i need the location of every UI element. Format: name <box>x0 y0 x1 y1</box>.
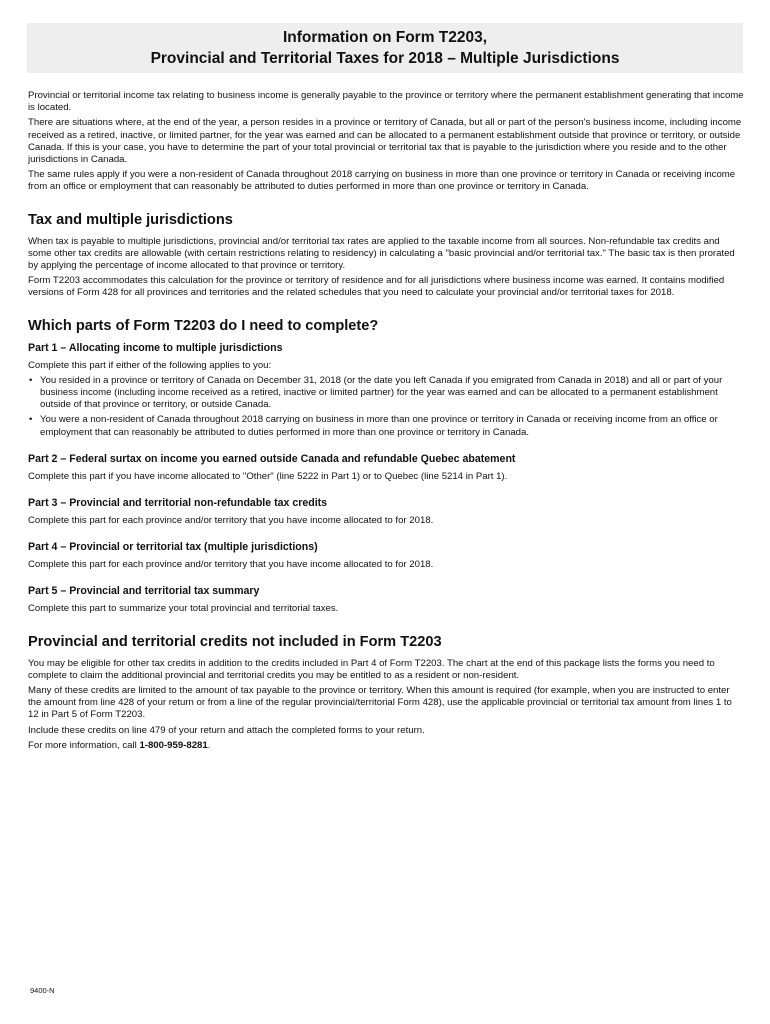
part-1-heading: Part 1 – Allocating income to multiple jurisdictions <box>28 341 283 354</box>
part-2-block <box>28 453 744 483</box>
intro-paragraph-1: Provincial or territorial income tax relating to business income is generally payable to the province or territory where the permanent establishment generating that income is located. <box>28 90 744 114</box>
more-information-line <box>28 740 744 752</box>
list-item <box>28 375 744 412</box>
credits-paragraph-3: Include these credits on line 479 of your return and attach the completed forms to your return. <box>28 724 425 736</box>
bullet-icon: • <box>29 374 33 386</box>
part-3-heading: Part 3 – Provincial and territorial non-refundable tax credits <box>28 497 328 510</box>
part-2-heading: Part 2 – Federal surtax on income you earned outside Canada and refundable Quebec abatement <box>28 452 516 465</box>
part-3-text: Complete this part for each province and/or territory that you have income allocated to for 2018. <box>28 515 434 527</box>
tax-paragraph-1: When tax is payable to multiple jurisdictions, provincial and/or territorial tax rates are applied to the taxable income from all sources. Non-refundable tax credits and some other tax credits are allowable (with certain restrictions relating to residency) in calculating a "basic provincial and/or territorial tax." The basic tax is then prorated by applying the percentage of income allocated to that province or territory. <box>28 235 735 272</box>
bullet-text: You resided in a province or territory of Canada on December 31, 2018 (or the date you left Canada if you emigrated from Canada in 2018) and all or part of your business income (including income received as a retired, inactive or limited partner) for the year was earned and can be allocated to a permanent establishment outside of that province or territory, or outside Canada. <box>40 374 723 411</box>
intro-paragraph-2: There are situations where, at the end of the year, a person resides in a province or territory of Canada, but all or part of the person's business income, including income received as a retired, inactive, or limited partner, for the year was earned and can be allocated to a permanent establishment outside that province or territory, or outside Canada. If this is your case, you have to determine the part of your total provincial or territorial tax that is payable to the jurisdiction where you reside and to the other jurisdictions in Canada. <box>28 117 742 166</box>
list-item <box>28 414 744 438</box>
part-1-text: Complete this part if either of the following applies to you: <box>28 359 272 371</box>
title-line-1: Information on Form T2203, <box>282 29 488 46</box>
document-body <box>28 90 744 755</box>
phone-number: 1-800-959-8281 <box>139 739 208 751</box>
part-4-block <box>28 541 744 571</box>
form-code: 9400-N <box>30 986 55 995</box>
part-4-text: Complete this part for each province and/or territory that you have income allocated to for 2018. <box>28 559 434 571</box>
bullet-icon: • <box>29 414 33 426</box>
credits-paragraph-1: You may be eligible for other tax credits in addition to the credits included in Part 4 of Form T2203. The chart at the end of this package lists the forms you need to complete to claim the additional provincial and territorial credits you may be entitled to as a resident or non-resident. <box>28 657 715 681</box>
title-line-2: Provincial and Territorial Taxes for 2018 – Multiple Jurisdictions <box>150 50 620 67</box>
part-1-bullet-list <box>28 375 744 439</box>
credits-paragraph-2: Many of these credits are limited to the amount of tax payable to the province or territory. When this amount is required (for example, when you are instructed to enter the amount from line 428 of your return or from a line of the regular provincial/territorial Form 428), use the applicable provincial or territorial tax amount from lines 1 to 12 in Part 5 of Form T2203. <box>28 685 732 721</box>
intro-paragraph-3: The same rules apply if you were a non-resident of Canada throughout 2018 carrying on business in more than one province or territory in Canada or receiving income from an office or employment that can reasonably be attributed to duties performed in more than one province or territory in Canada. <box>28 169 736 193</box>
tax-paragraph-2: Form T2203 accommodates this calculation for the province or territory of residence and for all jurisdictions where business income was earned. It contains modified versions of Form 428 for all provinces and territories and the related schedules that you need to calculate your provincial and/or territorial taxes for 2018. <box>28 275 725 299</box>
part-2-text: Complete this part if you have income allocated to "Other" (line 5222 in Part 1) or to Quebec (line 5214 in Part 1). <box>28 470 508 482</box>
part-1-block <box>28 342 744 439</box>
document-title <box>27 23 743 73</box>
section-heading-tax: Tax and multiple jurisdictions <box>28 211 233 228</box>
part-3-block <box>28 497 744 527</box>
part-5-block <box>28 585 744 615</box>
part-4-heading: Part 4 – Provincial or territorial tax (multiple jurisdictions) <box>28 541 318 554</box>
part-5-text: Complete this part to summarize your total provincial and territorial taxes. <box>28 603 339 615</box>
part-5-heading: Part 5 – Provincial and territorial tax summary <box>28 585 260 598</box>
section-heading-parts: Which parts of Form T2203 do I need to complete? <box>28 317 379 334</box>
bullet-text: You were a non-resident of Canada throughout 2018 carrying on business in more than one province or territory in Canada or receiving income from an office or employment that can reasonably be attributed to duties performed in more than one province or territory in Canada. <box>40 414 718 438</box>
section-heading-credits: Provincial and territorial credits not included in Form T2203 <box>28 633 442 650</box>
more-info-suffix: . <box>207 739 211 751</box>
more-info-prefix: For more information, call <box>28 739 140 751</box>
